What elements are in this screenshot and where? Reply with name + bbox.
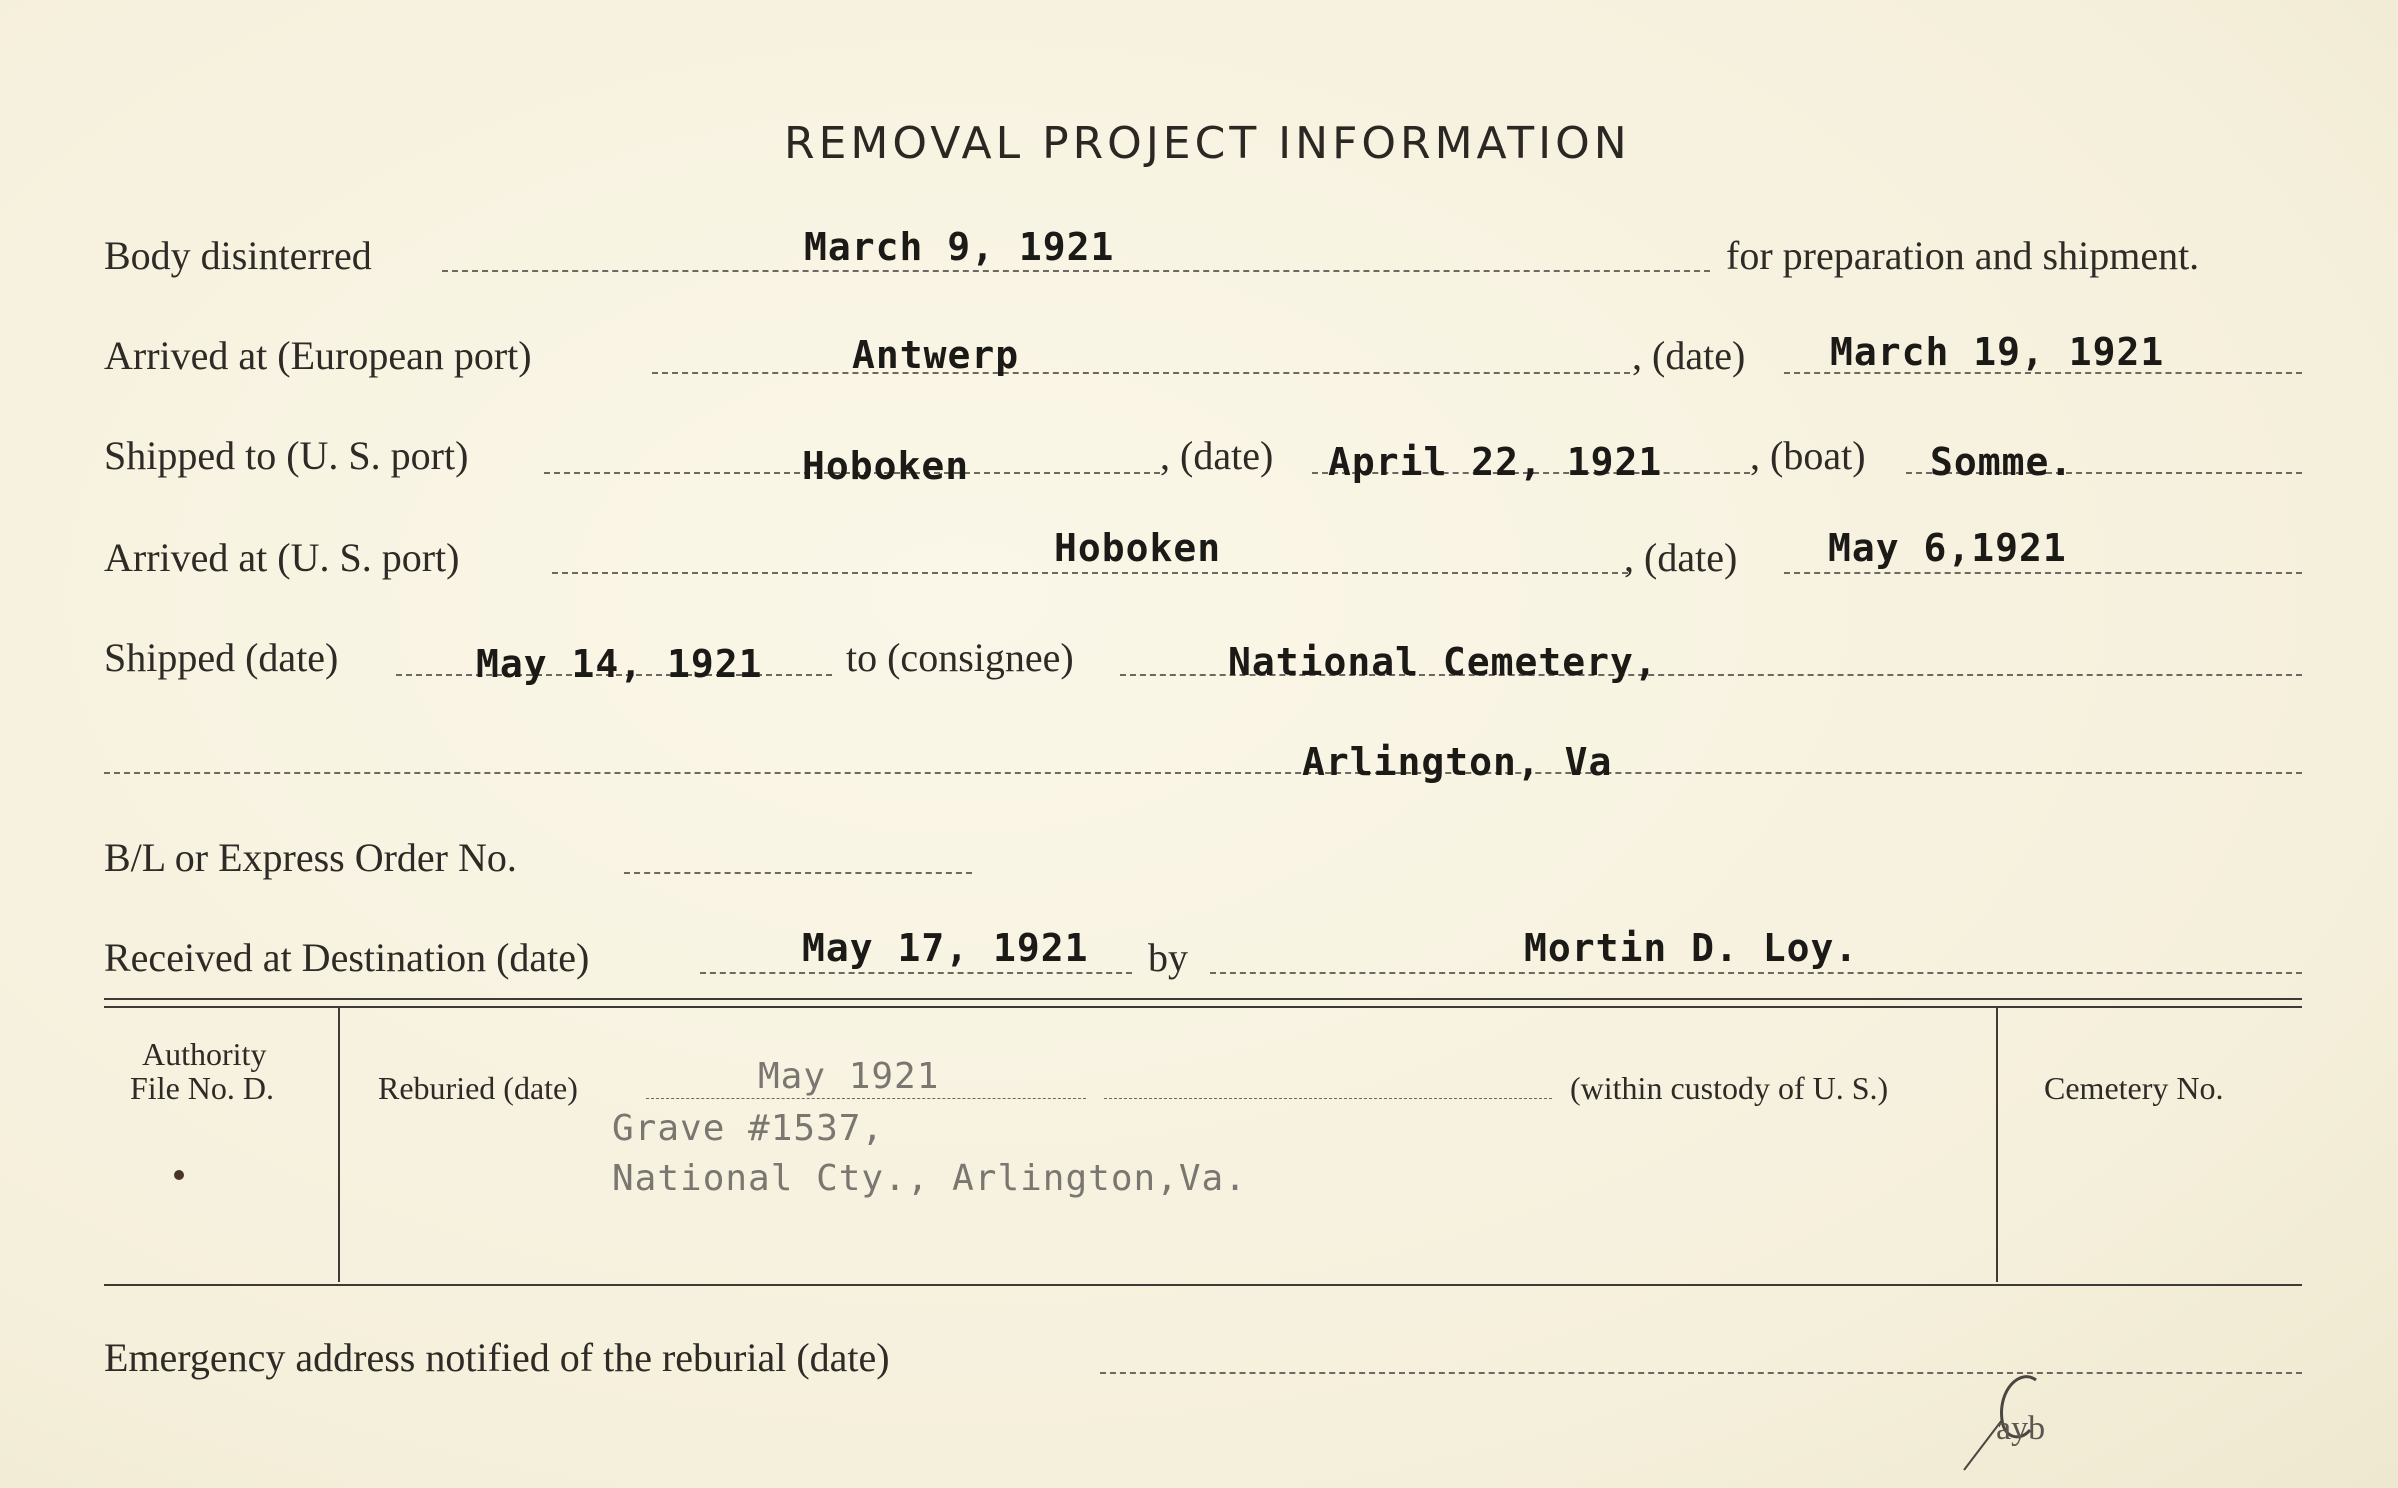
shipped-date-value: May 14, 1921: [476, 642, 763, 686]
bl-line: [624, 872, 972, 874]
received-by-label: by: [1148, 935, 1188, 980]
form-title: REMOVAL PROJECT INFORMATION: [784, 118, 1631, 169]
received-date-value: May 17, 1921: [802, 926, 1089, 970]
table-divider-left: [338, 1008, 340, 1282]
reburied-second-line: [1104, 1098, 1552, 1099]
received-by-line: [1210, 972, 2302, 974]
arrived-european-label: Arrived at (European port): [104, 333, 532, 378]
cemetery-no-label: Cemetery No.: [2044, 1070, 2224, 1106]
bl-label: B/L or Express Order No.: [104, 835, 517, 880]
arrived-european-line: [652, 372, 1630, 374]
table-top-rule: [104, 998, 2302, 1000]
consignee-continuation-line: [104, 772, 2302, 774]
arrived-us-line: [552, 572, 1628, 574]
arrived-us-date-label: , (date): [1624, 535, 1738, 580]
arrived-us-label: Arrived at (U. S. port): [104, 535, 460, 580]
body-disinterred-suffix: for preparation and shipment.: [1726, 233, 2200, 278]
table-bottom-rule: [104, 1284, 2302, 1286]
shipped-consignee-label: to (consignee): [846, 635, 1074, 680]
cemetery-location-line: National Cty., Arlington,Va.: [612, 1158, 1247, 1199]
shipped-consignee-value: National Cemetery,: [1228, 640, 1658, 684]
emergency-label: Emergency address notified of the reburial (date): [104, 1335, 890, 1380]
reburied-label: Reburied (date): [378, 1070, 578, 1106]
shipped-date-label: Shipped (date): [104, 635, 339, 680]
grave-line: Grave #1537,: [612, 1108, 885, 1149]
body-disinterred-value: March 9, 1921: [804, 225, 1115, 269]
reburied-date-line: [646, 1098, 1086, 1099]
shipped-us-label: Shipped to (U. S. port): [104, 433, 469, 478]
received-by-value: Mortin D. Loy.: [1524, 926, 1859, 970]
table-divider-right: [1996, 1008, 1998, 1282]
shipped-consignee-value-2: Arlington, Va: [1302, 740, 1613, 784]
arrived-us-date-value: May 6,1921: [1828, 526, 2067, 570]
body-disinterred-line: [442, 270, 1710, 272]
arrived-european-date-label: , (date): [1632, 333, 1746, 378]
arrived-european-port-value: Antwerp: [852, 333, 1020, 377]
initials-text: ayb: [1996, 1410, 2046, 1447]
custody-label: (within custody of U. S.): [1570, 1070, 1889, 1106]
reburied-date-value: May 1921: [758, 1056, 940, 1097]
shipped-us-boat-label: , (boat): [1750, 433, 1866, 478]
body-disinterred-label: Body disinterred: [104, 233, 372, 278]
received-date-line: [700, 972, 1132, 974]
arrived-european-date-value: March 19, 1921: [1830, 330, 2165, 374]
shipped-us-date-value: April 22, 1921: [1328, 440, 1663, 484]
authority-label-2: File No. D.: [130, 1070, 274, 1106]
received-label: Received at Destination (date): [104, 935, 590, 980]
ink-spot: [174, 1170, 184, 1180]
shipped-us-date-label: , (date): [1160, 433, 1274, 478]
shipped-us-port-value: Hoboken: [802, 444, 970, 488]
arrived-us-port-value: Hoboken: [1054, 526, 1222, 570]
table-top-rule-2: [104, 1006, 2302, 1008]
arrived-us-date-line: [1784, 572, 2302, 574]
shipped-us-boat-value: Somme.: [1930, 440, 2074, 484]
authority-label-1: Authority: [142, 1036, 267, 1072]
emergency-line: [1100, 1372, 2302, 1374]
